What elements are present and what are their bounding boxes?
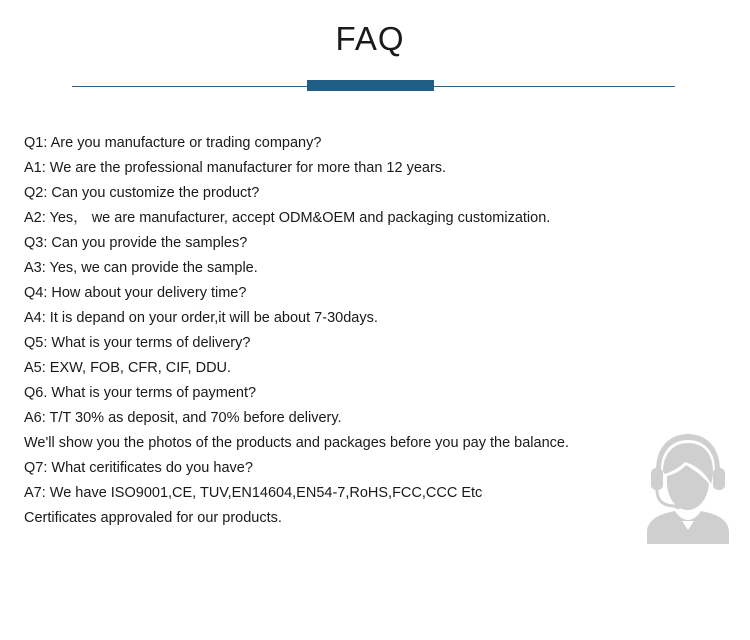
title-divider-accent	[307, 80, 434, 91]
faq-answer-7-note: Certificates approvaled for our products.	[24, 510, 282, 526]
faq-answer-1: A1: We are the professional manufacturer for more than 12 years.	[24, 160, 447, 176]
faq-answer-3: A3: Yes, we can provide the sample.	[24, 260, 258, 276]
faq-question-2: Q2: Can you customize the product?	[24, 185, 260, 201]
page-title: FAQ	[335, 20, 405, 57]
faq-answer-6-note: We'll show you the photos of the products and packages before you pay the balance.	[24, 435, 569, 451]
faq-question-1: Q1: Are you manufacture or trading company?	[24, 135, 322, 151]
faq-answer-7: A7: We have ISO9001,CE, TUV,EN14604,EN54-7,RoHS,FCC,CCC Etc	[24, 485, 483, 501]
faq-answer-4: A4: It is depand on your order,it will be about 7-30days.	[24, 310, 378, 326]
faq-answer-2: A2: Yes， we are manufacturer, accept ODM&OEM and packaging customization.	[24, 210, 551, 226]
faq-question-6: Q6. What is your terms of payment?	[24, 385, 257, 401]
faq-question-7: Q7: What ceritificates do you have?	[24, 460, 253, 476]
faq-question-4: Q4: How about your delivery time?	[24, 285, 247, 301]
customer-support-headset-icon	[645, 432, 731, 544]
faq-question-5: Q5: What is your terms of delivery?	[24, 335, 251, 351]
faq-answer-6: A6: T/T 30% as deposit, and 70% before delivery.	[24, 410, 342, 426]
faq-answer-5: A5: EXW, FOB, CFR, CIF, DDU.	[24, 360, 232, 376]
faq-list	[24, 131, 644, 531]
faq-question-3: Q3: Can you provide the samples?	[24, 235, 248, 251]
